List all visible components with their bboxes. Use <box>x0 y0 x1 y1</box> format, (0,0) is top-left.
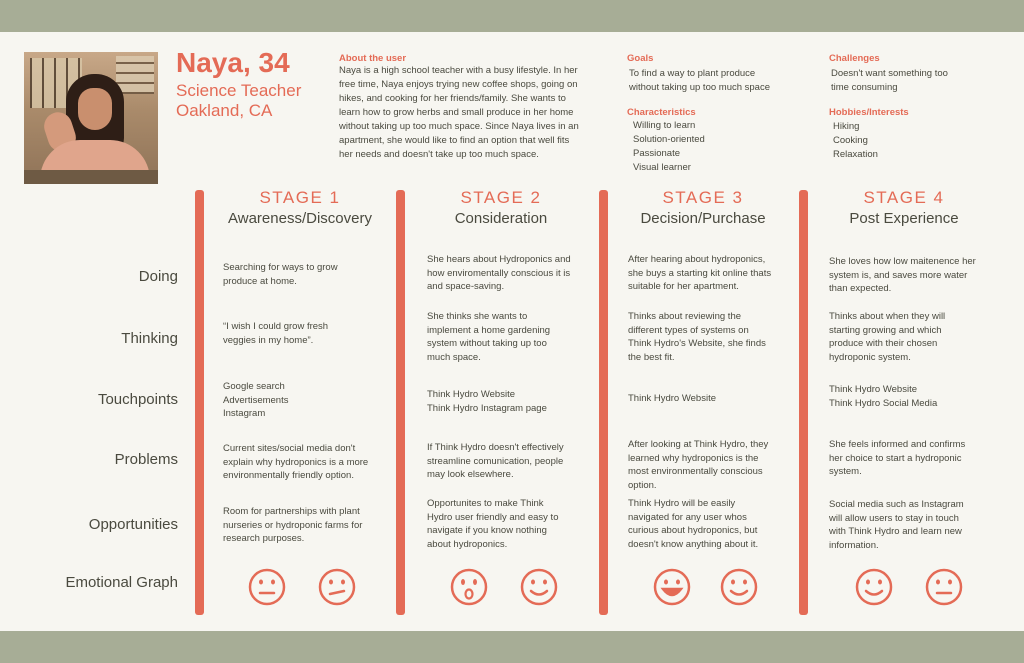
cell-line: After hearing about hydroponics, <box>628 254 766 265</box>
about-line: apartment, she would like to find an option that well fits <box>339 135 570 146</box>
top-band <box>0 0 1024 32</box>
cell-line: Opportunites to make Think <box>427 498 544 509</box>
cell-line: Instagram <box>223 408 266 419</box>
row-label-touchpoints: Touchpoints <box>97 391 178 408</box>
cell-line: Think Hydro will be easily <box>628 498 736 509</box>
characteristic-item: Passionate <box>633 148 681 159</box>
persona-role <box>176 81 301 121</box>
cell-line: Hydro user friendly and easy to <box>427 511 559 523</box>
cell-line: than expected. <box>829 283 892 294</box>
stage-4-touchpoints-cell <box>829 383 994 410</box>
cell-line: learned why hydroponics is the <box>628 452 759 464</box>
row-label-doing: Doing <box>138 268 178 285</box>
characteristic-item: Willing to learn <box>633 120 696 131</box>
cell-line: the best fit. <box>628 351 675 363</box>
about-line: her needs and doesn't take up too much space. <box>339 149 539 160</box>
about-title: About the user <box>339 53 407 64</box>
stage-3-touchpoints-cell <box>628 392 793 406</box>
cell-line: her choice to start a hydroponic <box>829 452 962 464</box>
characteristics-list <box>633 119 705 175</box>
cell-line: Thinks about reviewing the <box>628 311 742 322</box>
stage-4-number: STAGE 4 <box>863 188 945 207</box>
stage-divider <box>599 190 608 615</box>
persona-name: Naya, 34 <box>176 47 290 78</box>
cell-line: Room for partnerships with plant <box>223 506 360 517</box>
cell-line: hydroponic system. <box>829 351 911 363</box>
cell-line: she buys a starting kit online thats <box>628 267 772 279</box>
stage-divider <box>195 190 204 615</box>
cell-line: doesn't know anything about it. <box>628 538 759 550</box>
cell-line: Think Hydro Website <box>628 393 716 404</box>
challenges-title: Challenges <box>829 53 880 64</box>
neutral-face-icon <box>248 568 286 606</box>
persona-location: Oakland, CA <box>176 101 273 120</box>
cell-line: She thinks she wants to <box>427 311 528 322</box>
cell-line: navigated for any user whos <box>628 511 747 523</box>
row-label-problems: Problems <box>114 451 178 468</box>
stage-2-doing-cell <box>427 253 592 294</box>
cell-line: will allow users to stay in touch <box>829 512 959 524</box>
cell-line: nurseries or hydroponic farms for <box>223 519 363 531</box>
challenges-text <box>831 67 948 95</box>
hobby-item: Relaxation <box>833 149 878 160</box>
goals-line: without taking up too much space <box>629 82 771 93</box>
stage-1-opportunities-cell <box>223 505 388 546</box>
cell-line: Think Hydro Instagram page <box>427 402 547 414</box>
cell-line: implement a home gardening <box>427 324 551 336</box>
stage-2-problems-cell <box>427 441 592 482</box>
cell-line: produce at home. <box>223 275 297 287</box>
cell-line: environmentally friendly option. <box>223 470 354 481</box>
neutral-face-icon <box>925 568 963 606</box>
goals-text <box>629 67 770 95</box>
cell-line: Advertisements <box>223 394 289 406</box>
cell-line: Thinks about when they will <box>829 311 946 322</box>
cell-line: curious about hydroponics, but <box>628 525 758 536</box>
cell-line: system without taking up too <box>427 338 547 349</box>
goals-line: To find a way to plant produce <box>629 68 756 79</box>
happy-face-icon <box>653 568 691 606</box>
characteristic-item: Solution-oriented <box>633 134 705 145</box>
surprised-face-icon <box>450 568 488 606</box>
cell-line: suitable for her apartment. <box>628 281 739 292</box>
stage-4-opportunities-cell <box>829 498 994 552</box>
about-line: free time, Naya enjoys trying new coffee shops, going on <box>339 79 578 90</box>
cell-line: information. <box>829 539 879 551</box>
cell-line: may look elsewhere. <box>427 469 514 480</box>
cell-line: different types of systems on <box>628 324 749 336</box>
stage-1-touchpoints-cell <box>223 380 388 421</box>
persona-photo <box>24 52 158 184</box>
cell-line: Think Hydro's Website, she finds <box>628 338 766 349</box>
persona-occupation: Science Teacher <box>176 81 302 100</box>
cell-line: system is, and saves more water <box>829 269 968 281</box>
cell-line: She feels informed and confirms <box>829 439 966 450</box>
row-label-opportunities: Opportunities <box>88 516 178 533</box>
cell-line: research purposes. <box>223 533 305 544</box>
challenge-line: Doesn't want something too <box>831 68 948 79</box>
about-line: Naya is a high school teacher with a busy lifestyle. In her <box>339 65 578 76</box>
stage-4-problems-cell <box>829 438 994 479</box>
cell-line: Think Hydro Website <box>829 384 917 395</box>
goals-title: Goals <box>627 53 654 64</box>
cell-line: veggies in my home”. <box>223 334 314 346</box>
cell-line: Searching for ways to grow <box>223 262 338 273</box>
cell-line: navigate if you know nothing <box>427 525 547 536</box>
cell-line: streamline comunication, people <box>427 455 564 467</box>
smile-face-icon <box>855 568 893 606</box>
cell-line: about hydroponics. <box>427 538 508 550</box>
smile-face-icon <box>720 568 758 606</box>
cell-line: explain why hydroponics is a more <box>223 456 369 468</box>
stage-divider <box>396 190 405 615</box>
cell-line: with Think Hydro and learn new <box>829 526 962 537</box>
stage-2-name: Consideration <box>454 210 548 227</box>
stage-3-problems-cell <box>628 438 793 492</box>
cell-line: system. <box>829 466 862 477</box>
hobbies-title: Hobbies/Interests <box>829 107 909 118</box>
stage-1-thinking-cell <box>223 320 388 347</box>
cell-line: After looking at Think Hydro, they <box>628 439 769 450</box>
stage-3-opportunities-cell <box>628 497 793 551</box>
about-text <box>339 64 619 162</box>
stage-3-thinking-cell <box>628 310 793 364</box>
stage-1-name: Awareness/Discovery <box>228 210 372 227</box>
cell-line: how enviromentally conscious it is <box>427 267 571 279</box>
cell-line: “I wish I could grow fresh <box>223 321 329 332</box>
cell-line: She loves how low maitenence her <box>829 256 976 267</box>
cell-line: option. <box>628 479 657 491</box>
cell-line: Think Hydro Website <box>427 389 515 400</box>
stage-3-number: STAGE 3 <box>662 188 744 207</box>
stage-1-doing-cell <box>223 261 388 288</box>
stage-2-thinking-cell <box>427 310 592 364</box>
about-line: hikes, and cooking for her friends/family. She wants to <box>339 93 566 104</box>
about-line: without taking up too much space. Since Naya lives in an <box>339 121 579 132</box>
cell-line: Social media such as Instagram <box>829 499 964 510</box>
cell-line: Google search <box>223 381 285 392</box>
stage-1-number: STAGE 1 <box>259 188 341 207</box>
smile-face-icon <box>520 568 558 606</box>
cell-line: She hears about Hydroponics and <box>427 254 571 265</box>
hobbies-list <box>833 120 878 162</box>
bottom-band <box>0 631 1024 663</box>
cell-line: produce with their chosen <box>829 338 938 349</box>
stage-2-number: STAGE 2 <box>460 188 542 207</box>
cell-line: and space-saving. <box>427 281 505 292</box>
stage-2-touchpoints-cell <box>427 388 592 415</box>
challenge-line: time consuming <box>831 82 898 93</box>
cell-line: Current sites/social media don't <box>223 443 356 454</box>
cell-line: most environmentally conscious <box>628 466 763 477</box>
characteristics-title: Characteristics <box>627 107 696 118</box>
about-line: learn how to grow herbs and small produce in her home <box>339 107 574 118</box>
hobby-item: Hiking <box>833 121 860 132</box>
stage-divider <box>799 190 808 615</box>
cell-line: much space. <box>427 351 481 363</box>
stage-4-thinking-cell <box>829 310 994 364</box>
stage-1-problems-cell <box>223 442 388 483</box>
stage-3-doing-cell <box>628 253 793 294</box>
cell-line: If Think Hydro doesn't effectively <box>427 442 564 453</box>
row-label-emotional-graph: Emotional Graph <box>65 574 178 591</box>
stage-4-doing-cell <box>829 255 994 296</box>
cell-line: Think Hydro Social Media <box>829 397 938 409</box>
uneasy-face-icon <box>318 568 356 606</box>
stage-4-name: Post Experience <box>849 210 959 227</box>
row-label-thinking: Thinking <box>121 330 178 347</box>
characteristic-item: Visual learner <box>633 162 691 173</box>
stage-3-name: Decision/Purchase <box>640 210 766 227</box>
stage-2-opportunities-cell <box>427 497 592 551</box>
hobby-item: Cooking <box>833 135 868 146</box>
cell-line: starting growing and which <box>829 324 942 336</box>
